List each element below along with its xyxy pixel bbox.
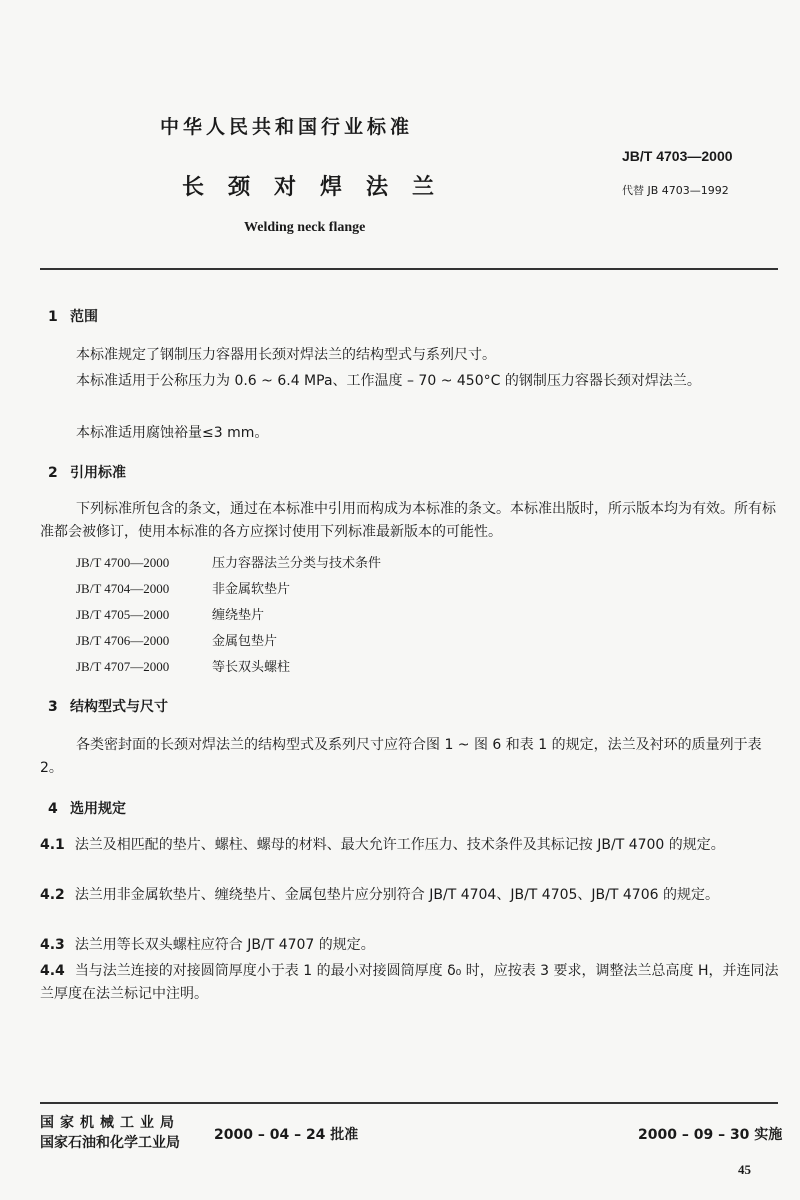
- reference-code: JB/T 4706—2000: [76, 633, 170, 648]
- section-1-heading: [48, 306, 98, 326]
- clause-number: 4.4: [40, 963, 65, 979]
- clause-item: [40, 884, 780, 907]
- issuing-organization-1: 国家机械工业局: [40, 1115, 180, 1131]
- section-2-heading: [48, 462, 126, 482]
- standard-number: JB/T 4703—2000: [622, 148, 733, 164]
- clause-item: [40, 960, 780, 1006]
- clause-number: 4.3: [40, 937, 65, 953]
- footer-divider: [40, 1102, 778, 1104]
- paragraph: 本标准适用腐蚀裕量≤3 mm。: [76, 425, 269, 441]
- section-title: 范围: [70, 309, 98, 325]
- section-number: 2: [48, 465, 58, 481]
- reference-name: 等长双头螺柱: [212, 660, 291, 675]
- page-number: 45: [738, 1162, 751, 1177]
- section-title: 引用标准: [70, 465, 126, 481]
- implementation-date: 2000 – 09 – 30 实施: [638, 1127, 783, 1143]
- reference-code: JB/T 4707—2000: [76, 659, 170, 674]
- clause-text: 当与法兰连接的对接圆筒厚度小于表 1 的最小对接圆筒厚度 δ₀ 时，应按表 3 要求，调整法兰总高度 H，并连同法兰厚度在法兰标记中注明。: [40, 963, 779, 1002]
- clause-number: 4.1: [40, 837, 65, 853]
- reference-code: JB/T 4704—2000: [76, 581, 170, 596]
- approval-date: 2000 – 04 – 24 批准: [214, 1127, 359, 1143]
- reference-name: 压力容器法兰分类与技术条件: [212, 556, 382, 571]
- reference-item: [76, 630, 277, 649]
- paragraph: 本标准适用于公称压力为 0.6 ~ 6.4 MPa、工作温度 – 70 ~ 450°C 的钢制压力容器长颈对焊法兰。: [76, 373, 701, 389]
- document-title: 长颈对焊法兰: [182, 175, 459, 200]
- clause-item: [40, 934, 780, 957]
- issuing-organization-2: 国家石油和化学工业局: [40, 1135, 180, 1151]
- clause-number: 4.2: [40, 887, 65, 903]
- paragraph: 各类密封面的长颈对焊法兰的结构型式及系列尺寸应符合图 1 ~ 图 6 和表 1 的规定，法兰及衬环的质量列于表 2。: [40, 737, 762, 776]
- replaces-standard: 代替 JB 4703—1992: [622, 184, 729, 197]
- paragraph: 本标准规定了钢制压力容器用长颈对焊法兰的结构型式与系列尺寸。: [76, 347, 496, 363]
- section-4-heading: [48, 798, 126, 818]
- reference-item: [76, 656, 290, 675]
- clause-text: 法兰及相匹配的垫片、螺柱、螺母的材料、最大允许工作压力、技术条件及其标记按 JB/T 4700 的规定。: [74, 837, 725, 853]
- clause-text: 法兰用非金属软垫片、缠绕垫片、金属包垫片应分别符合 JB/T 4704、JB/T 4705、JB/T 4706 的规定。: [74, 887, 719, 903]
- section-title: 选用规定: [70, 801, 126, 817]
- reference-item: [76, 578, 290, 597]
- industry-standard-heading: 中华人民共和国行业标准: [160, 116, 414, 138]
- section-title: 结构型式与尺寸: [70, 699, 168, 715]
- reference-item: [76, 604, 264, 623]
- section-number: 3: [48, 699, 58, 715]
- reference-code: JB/T 4705—2000: [76, 607, 170, 622]
- clause-item: [40, 834, 780, 857]
- reference-item: [76, 552, 381, 571]
- section-number: 1: [48, 309, 58, 325]
- english-title: Welding neck flange: [244, 220, 366, 235]
- section-number: 4: [48, 801, 58, 817]
- section-3-heading: [48, 696, 168, 716]
- paragraph: 下列标准所包含的条文，通过在本标准中引用而构成为本标准的条文。本标准出版时，所示版本均为有效。所有标准都会被修订，使用本标准的各方应探讨使用下列标准最新版本的可能性。: [40, 501, 776, 540]
- reference-name: 非金属软垫片: [212, 582, 291, 597]
- reference-name: 缠绕垫片: [212, 608, 265, 623]
- clause-text: 法兰用等长双头螺柱应符合 JB/T 4707 的规定。: [74, 937, 375, 953]
- header-divider: [40, 268, 778, 270]
- reference-name: 金属包垫片: [212, 634, 278, 649]
- reference-code: JB/T 4700—2000: [76, 555, 170, 570]
